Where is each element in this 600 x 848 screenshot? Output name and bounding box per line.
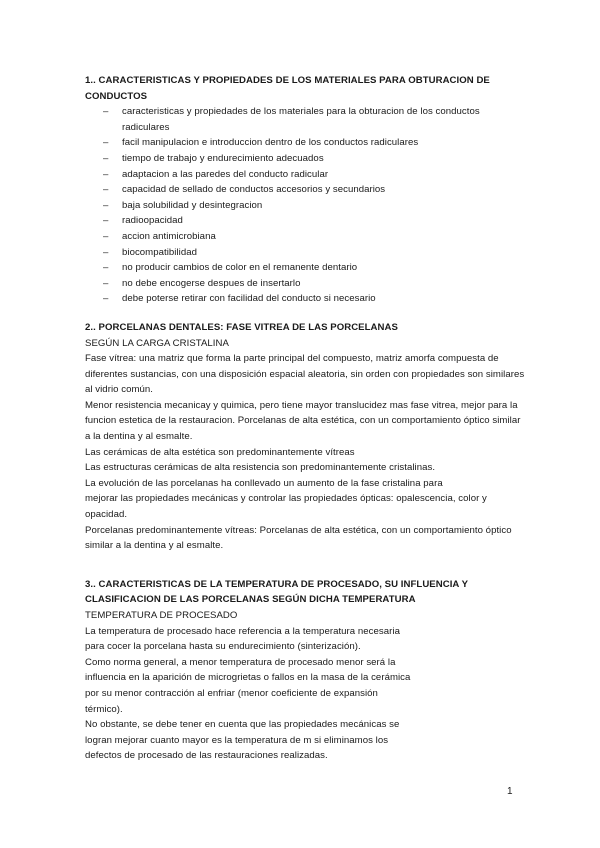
section-2-subheading: SEGÚN LA CARGA CRISTALINA (85, 337, 229, 349)
text-line: defectos de procesado de las restauraciones realizadas. (85, 750, 328, 762)
section-1-list (85, 104, 525, 307)
text-line: No obstante, se debe tener en cuenta que las propiedades mecánicas se (85, 719, 400, 731)
list-item: – capacidad de sellado de conductos accesorios y secundarios (85, 182, 525, 198)
list-item: – no producir cambios de color en el remanente dentario (85, 260, 525, 276)
list-item: – no debe encogerse despues de insertarlo (85, 276, 525, 292)
list-item: – facil manipulacion e introduccion dentro de los conductos radiculares (85, 135, 525, 151)
list-item: – adaptacion a las paredes del conducto radicular (85, 167, 525, 183)
spacer (85, 554, 525, 577)
page-number: 1 (507, 786, 513, 797)
text-line: La temperatura de procesado hace referencia a la temperatura necesaria (85, 625, 400, 637)
paragraph: mejorar las propiedades mecánicas y controlar las propiedades ópticas: opalescencia, color y opacidad. (85, 493, 487, 521)
paragraph: Las estructuras cerámicas de alta resistencia son predominantemente cristalinas. (85, 462, 436, 474)
text-line: para cocer la porcelana hasta su endurecimiento (sinterización). (85, 641, 361, 653)
page-content (85, 73, 525, 764)
paragraph: Porcelanas predominantemente vítreas: Porcelanas de alta estética, con un comportamiento óptico similar a la dentina y al esmalte. (85, 524, 512, 552)
list-item: – caracteristicas y propiedades de los materiales para la obturacion de los conductos radiculares (85, 104, 525, 135)
text-line: Como norma general, a menor temperatura de procesado menor será la (85, 656, 396, 668)
list-item: – radioopacidad (85, 213, 525, 229)
paragraph: La evolución de las porcelanas ha conllevado un aumento de la fase cristalina para (85, 477, 443, 489)
text-line: logran mejorar cuanto mayor es la temperatura de m si eliminamos los (85, 734, 389, 746)
list-item: – tiempo de trabajo y endurecimiento adecuados (85, 151, 525, 167)
list-item: – baja solubilidad y desintegracion (85, 198, 525, 214)
section-3-subheading: TEMPERATURA DE PROCESADO (85, 610, 238, 621)
spacer (85, 307, 525, 320)
text-line: térmico). (85, 703, 123, 715)
section-1-heading: 1.. CARACTERISTICAS Y PROPIEDADES DE LOS MATERIALES PARA OBTURACION DE CONDUCTOS (85, 75, 490, 102)
section-2-heading: 2.. PORCELANAS DENTALES: FASE VITREA DE LAS PORCELANAS (85, 321, 398, 333)
paragraph: Fase vítrea: una matriz que forma la parte principal del compuesto, matriz amorfa compuesta de diferentes sustancias, con una disposición espacial aleatoria, sin orden con propiedades son similares al vidrio común. (85, 353, 525, 396)
list-item: – biocompatibilidad (85, 245, 525, 261)
list-item: – debe poterse retirar con facilidad del conducto si necesario (85, 291, 525, 307)
text-line: influencia en la aparición de microgrietas o fallos en la masa de la cerámica (85, 672, 411, 684)
list-item: – accion antimicrobiana (85, 229, 525, 245)
text-line: por su menor contracción al enfriar (menor coeficiente de expansión (85, 687, 378, 699)
paragraph: Menor resistencia mecanicay y quimica, pero tiene mayor translucidez mas fase vitrea, mejor para la funcion estetica de la restauracion. Porcelanas de alta estética, con un comportamiento óptico similar a la dentina y al esmalte. (85, 399, 521, 443)
paragraph: Las cerámicas de alta estética son predominantemente vítreas (85, 446, 355, 458)
section-3-heading: 3.. CARACTERISTICAS DE LA TEMPERATURA DE PROCESADO, SU INFLUENCIA Y CLASIFICACION DE LAS PORCELANAS SEGÚN DICHA TEMPERATURA (85, 578, 468, 606)
